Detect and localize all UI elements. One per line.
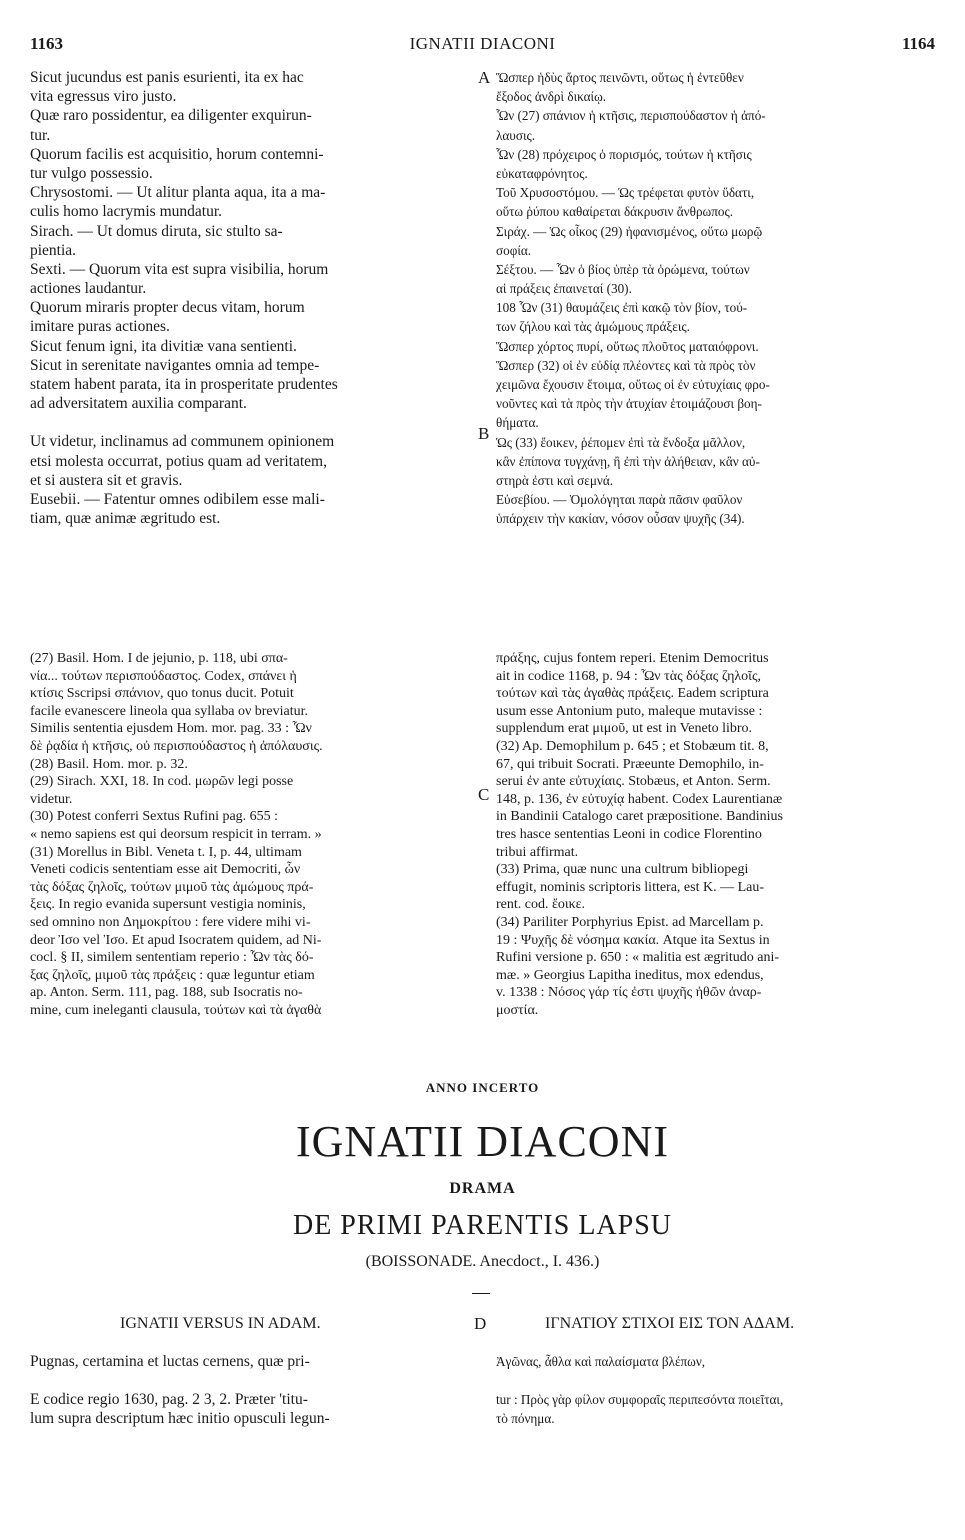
text-line: ap. Anton. Serm. 111, pag. 188, sub Isocratis no- (30, 985, 303, 1001)
text-line: τούτων καὶ τὰς ἀγαθὰς πράξεις. Eadem scriptura (496, 686, 769, 702)
text-line: deor Ἰσο vel Ἰσο. Et apud Isocratem quidem, ad Ni- (30, 932, 322, 948)
footnotes-left-column (30, 650, 470, 1019)
text-line: μοστία. (496, 1002, 539, 1018)
bottom-latin-column (30, 1352, 470, 1429)
latin-main-column (30, 68, 470, 528)
text-line: ait in codice 1168, p. 94 : Ὧν τὰς δόξας ζηλοῖς, (496, 668, 761, 684)
text-line: Quorum facilis est acquisitio, horum contemni- (30, 145, 324, 163)
text-line: « nemo sapiens est qui deorsum respicit in terram. » (30, 826, 322, 842)
text-line: Σιράχ. — Ὡς οἶκος (29) ἠφανισμένος, οὕτω μωρῷ (496, 223, 763, 239)
title-drama: DRAMA (449, 1180, 516, 1197)
text-line: (34) Pariliter Porphyrius Epist. ad Marcellam p. (496, 914, 764, 930)
text-line: effugit, nominis scriptoris littera, est K. — Lau- (496, 879, 765, 895)
text-line: 19 : Ψυχῆς δὲ νόσημα κακία. Atque ita Sextus in (496, 932, 770, 948)
title-source: (BOISSONADE. Anecdoct., I. 436.) (365, 1253, 600, 1270)
subheading-greek: ΙΓΝΑΤΙΟΥ ΣΤΙΧΟΙ ΕΙΣ ΤΟΝ ΑΔΑΜ. (545, 1315, 795, 1332)
text-line: Ἀγῶνας, ἆθλα καὶ παλαίσματα βλέπων, (496, 1354, 706, 1369)
title-author: IGNATII DIACONI (295, 1117, 670, 1166)
text-line: Eusebii. — Fatentur omnes odibilem esse mali- (30, 490, 325, 508)
text-line: Ut videtur, inclinamus ad communem opinionem (30, 433, 335, 451)
text-line: Rufini versione p. 650 : « malitia est ægritudo ani- (496, 950, 780, 966)
text-line: Quæ raro possidentur, ea diligenter exquirun- (30, 107, 312, 125)
text-line: (27) Basil. Hom. I de jejunio, p. 118, ubi σπα- (30, 651, 288, 666)
subheading-latin: IGNATII VERSUS IN ADAM. (120, 1315, 321, 1332)
text-line: tribui affirmat. (496, 844, 579, 860)
footnotes-right-column (496, 650, 936, 1019)
margin-marker-b: B (478, 424, 490, 443)
text-line: videtur. (30, 791, 73, 807)
text-line: στηρὰ ἐστι καὶ σεμνά. (496, 472, 614, 488)
text-line: σοφία. (496, 242, 532, 258)
text-line: πράξης, cujus fontem reperi. Etenim Democritus (496, 651, 769, 666)
margin-marker-d: D (474, 1314, 487, 1333)
text-line: tur. (30, 126, 51, 144)
text-line: τὸ πόνημα. (496, 1411, 555, 1427)
text-line: νία... τούτων περισπούδαστος. Codex, σπάνει ἡ (30, 668, 297, 684)
text-line: 67, qui tribuit Socrati. Præeunte Demophilo, in- (496, 756, 764, 772)
title-anno: ANNO INCERTO (425, 1080, 540, 1095)
text-line: sed omnino non Δημοκρίτου : fere videre mihi vi- (30, 914, 311, 930)
text-line: v. 1338 : Νόσος γάρ τίς ἐστι ψυχῆς ἠθῶν ἀναρ- (496, 985, 762, 1001)
text-line: etsi molesta occurrat, potius quam ad veritatem, (30, 452, 327, 470)
page-number-right: 1164 (901, 34, 935, 53)
title-work: DE PRIMI PARENTIS LAPSU (292, 1210, 673, 1241)
text-line: imitare puras actiones. (30, 318, 170, 336)
text-line: mæ. » Georgius Lapitha ineditus, mox edendus, (496, 967, 764, 983)
text-line: Pugnas, certamina et luctas cernens, quæ pri- (30, 1353, 310, 1370)
text-line: 108 Ὧν (31) θαυμάζεις ἐπὶ κακῷ τὸν βίον, τού- (496, 300, 748, 316)
page-number-left: 1163 (30, 34, 64, 53)
line-gap (496, 1371, 936, 1390)
text-line: Sicut jucundus est panis esurienti, ita ex hac (30, 69, 304, 86)
greek-main-column (496, 68, 936, 529)
line-gap (30, 1371, 470, 1390)
text-line: pientia. (30, 241, 77, 259)
text-line: Sicut fenum igni, ita divitiæ vana sentienti. (30, 337, 297, 355)
text-line: δὲ ῥᾳδία ἡ κτῆσις, οὐ περισπούδαστος ἡ ἀπόλαυσις. (30, 738, 323, 754)
text-line: εὐκαταφρόνητος. (496, 165, 588, 181)
title-divider (472, 1293, 490, 1294)
text-line: cocl. § II, similem sententiam reperio : Ὧν τὰς δό- (30, 950, 314, 966)
text-line: λαυσις. (496, 127, 536, 143)
bottom-greek-column (496, 1352, 936, 1429)
text-line: θήματα. (496, 415, 539, 431)
text-line: Ὥσπερ (32) οἱ ἐν εὐδίᾳ πλέοντες καὶ τὰ πρὸς τὸν (496, 357, 756, 373)
text-line: κτίσις Sscripsi σπάνιον, quo tonus ducit. Potuit (30, 686, 294, 702)
text-line: (33) Prima, quæ nunc una cultrum bibliopegi (496, 862, 749, 878)
text-line: usum esse Antonium puto, maleque mutavisse : (496, 703, 763, 719)
text-line: Similis sententia ejusdem Hom. mor. pag. 33 : Ὧν (30, 721, 312, 737)
text-line: serui ἐν ante εὐτυχίαις. Stobæus, et Anton. Serm. (496, 774, 771, 790)
margin-marker-c: C (478, 785, 490, 804)
text-line: mine, cum ineleganti clausula, τούτων καὶ τὰ ἀγαθὰ (30, 1002, 322, 1018)
text-line: Veneti codicis sententiam esse ait Democriti, ὧν (30, 862, 301, 878)
text-line: ad adversitatem auxilia comparant. (30, 395, 247, 413)
text-line: Τοῦ Χρυσοστόμου. — Ὡς τρέφεται φυτὸν ὕδατι, (496, 185, 755, 201)
text-line: αἱ πράξεις ἐπαινεταί (30). (496, 281, 632, 297)
text-line: (32) Ap. Demophilum p. 645 ; et Stobæum tit. 8, (496, 738, 769, 754)
text-line: οὕτω ῥύπου καθαίρεται δάκρυσιν ἄνθρωπος. (496, 204, 733, 220)
text-line: Ὥσπερ ἡδὺς ἄρτος πεινῶντι, οὕτως ἡ ἐντεῦθεν (496, 70, 744, 85)
text-line: tiam, quæ animæ ægritudo est. (30, 510, 221, 528)
text-line: tres hasce sententias Leoni in codice Florentino (496, 826, 762, 842)
text-line: statem habent parata, ita in prosperitate prudentes (30, 376, 338, 393)
text-line: νοῦντες καὶ τὰ πρὸς τὴν ἀτυχίαν ἑτοιμάζουσι βοη- (496, 396, 762, 412)
text-line: E codice regio 1630, pag. 2 3, 2. Præter 'titu- (30, 1391, 308, 1409)
text-line: (30) Potest conferri Sextus Rufini pag. 655 : (30, 809, 279, 825)
text-line: culis homo lacrymis mundatur. (30, 203, 223, 221)
text-line: ξεις. In regio evanida supersunt vestigia nominis, (30, 897, 306, 913)
text-line: ὑπάρχειν τὴν κακίαν, νόσον οὖσαν ψυχῆς (34). (496, 511, 745, 527)
text-line: et si austera sit et gravis. (30, 471, 183, 489)
text-line: Ὧν (27) σπάνιον ἡ κτῆσις, περισπούδαστον ἡ ἀπό- (496, 108, 766, 124)
text-line: Ὥσπερ χόρτος πυρί, οὕτως πλοῦτος ματαιόφρονι. (496, 338, 759, 354)
text-line: Ὡς (33) ἔοικεν, ῥέπομεν ἐπὶ τὰ ἔνδοξα μᾶλλον, (496, 434, 746, 450)
text-line: Εὐσεβίου. — Ὁμολόγηται παρὰ πᾶσιν φαῦλον (496, 492, 743, 508)
text-line: (31) Morellus in Bibl. Veneta t. I, p. 44, ultimam (30, 844, 302, 860)
text-line: ξας ζηλοῖς, μιμοῦ τὰς πράξεις : quæ leguntur etiam (30, 967, 315, 983)
text-line: tur vulgo possessio. (30, 164, 153, 182)
running-title: IGNATII DIACONI (409, 34, 556, 53)
text-line: vita egressus viro justo. (30, 88, 177, 106)
text-line: supplendum erat μιμοῦ, ut est in Veneto libro. (496, 721, 753, 737)
text-line: των ζήλου καὶ τὰς ἀμώμους πράξεις. (496, 319, 690, 335)
text-line: Sirach. — Ut domus diruta, sic stulto sa- (30, 222, 283, 240)
text-line: Sicut in serenitate navigantes omnia ad tempe- (30, 356, 320, 374)
text-line: Σέξτου. — Ὧν ὁ βίος ὑπὲρ τὰ ὁρώμενα, τούτων (496, 261, 750, 277)
text-line: (29) Sirach. XXI, 18. In cod. μωρῶν legi posse (30, 774, 294, 790)
text-line: Sexti. — Quorum vita est supra visibilia, horum (30, 260, 329, 278)
text-line: actiones laudantur. (30, 280, 147, 298)
text-line: rent. cod. ἔοικε. (496, 897, 586, 913)
margin-marker-a: A (478, 68, 491, 87)
text-line: 148, p. 136, ἐν εὐτυχίᾳ habent. Codex Laurentianæ (496, 791, 783, 807)
text-line: tur : Πρὸς γὰρ φίλον συμφοραῖς περιπεσόντα ποιεῖται, (496, 1392, 784, 1408)
text-line: in Bandinii Catalogo caret præpositione. Bandinius (496, 809, 783, 825)
text-line: facile evanescere lineola qua syllaba ον breviatur. (30, 703, 309, 719)
line-gap (30, 413, 470, 432)
text-line: lum supra descriptum hæc initio opusculi legun- (30, 1410, 330, 1428)
text-line: κἂν ἐπίπονα τυγχάνῃ, ἢ ἐπὶ τὴν ἀλήθειαν, κἂν αὐ- (496, 453, 760, 469)
text-line: (28) Basil. Hom. mor. p. 32. (30, 756, 188, 772)
text-line: τὰς δόξας ζηλοῖς, τούτων μιμοῦ τὰς ἀμώμους πρά- (30, 879, 314, 895)
text-line: Quorum miraris propter decus vitam, horum (30, 299, 305, 317)
running-header (30, 34, 935, 58)
text-line: χειμῶνα ἔχουσιν ἕτοιμα, οὕτως οἱ ἐν εὐτυχίαις φρο- (496, 377, 770, 392)
text-line: Chrysostomi. — Ut alitur planta aqua, ita a ma- (30, 184, 326, 202)
text-line: ἔξοδος ἀνδρὶ δικαίῳ. (496, 89, 607, 105)
text-line: Ὧν (28) πρόχειρος ὁ πορισμός, τούτων ἡ κτῆσις (496, 146, 752, 162)
